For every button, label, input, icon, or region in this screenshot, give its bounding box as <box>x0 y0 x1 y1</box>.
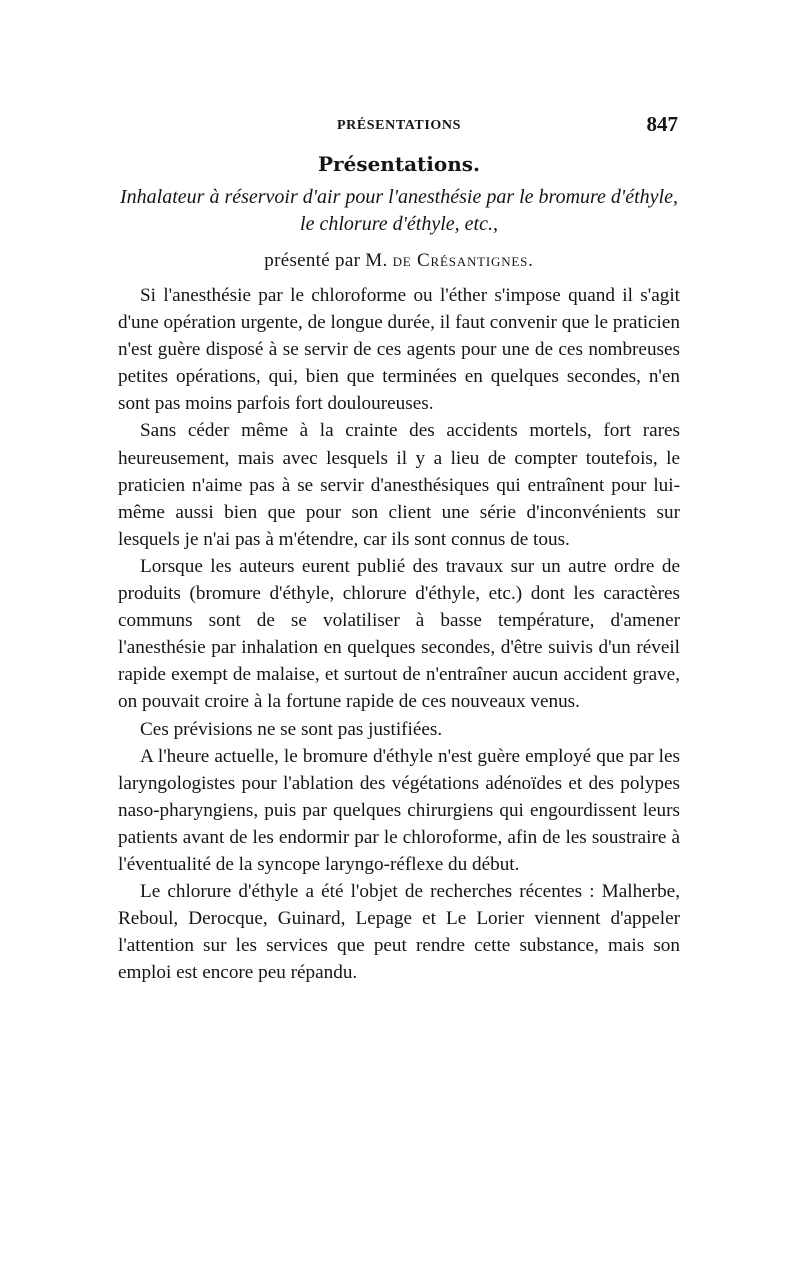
paragraph: Sans céder même à la crainte des accidents mortels, fort rares heureusement, mais avec lesquels il y a lieu de compter toutefois, le praticien n'aime pas à se servir d'anesthésiques qui entraînent pour lui-même aussi bien que pour son client une série d'inconvénients sur lesquels je n'ai pas à m'étendre, car ils sont connus de tous. <box>118 420 680 550</box>
byline <box>118 248 680 274</box>
running-head <box>118 112 680 140</box>
subtitle-line-2: le chlorure d'éthyle, etc., <box>300 213 498 235</box>
page-number: 847 <box>646 112 678 136</box>
book-page <box>118 112 680 986</box>
paragraph: Ces prévisions ne se sont pas justifiées. <box>140 718 443 740</box>
article-subtitle <box>118 184 680 238</box>
subtitle-line-1: Inhalateur à réservoir d'air pour l'anesthésie par le bromure d'éthyle, <box>120 186 678 208</box>
section-title: Présentations. <box>318 152 480 176</box>
byline-prefix: présenté par M. <box>264 250 393 271</box>
paragraph: A l'heure actuelle, le bromure d'éthyle n'est guère employé que par les laryngologistes pour l'ablation des végétations adénoïdes et des polypes naso-pharyngiens, puis par quelques chirurgiens qui engourdissent leurs patients avant de les endormir par le chloroforme, afin de les soustraire à l'éventualité de la syncope laryngo-réflexe du début. <box>118 745 680 875</box>
paragraph: Si l'anesthésie par le chloroforme ou l'éther s'impose quand il s'agit d'une opération urgente, de longue durée, il faut convenir que le praticien n'est guère disposé à se servir de ces agents pour une de ces nombreuses petites opérations, qui, bien que terminées en quelques secondes, n'en sont pas moins parfois fort douloureuses. <box>118 285 680 415</box>
paragraph: Le chlorure d'éthyle a été l'objet de recherches récentes : Malherbe, Reboul, Derocque, Guinard, Lepage et Le Lorier viennent d'appeler l'attention sur les services que peut rendre cette substance, mais son emploi est encore peu répandu. <box>118 881 680 984</box>
running-title: PRÉSENTATIONS <box>337 118 461 133</box>
paragraph: Lorsque les auteurs eurent publié des travaux sur un autre ordre de produits (bromure d'éthyle, chlorure d'éthyle, etc.) dont les caractères communs sont de se volatiliser à basse température, d'amener l'anesthésie par inhalation en quelques secondes, d'être suivis d'un réveil rapide exempt de malaise, et surtout de n'entraîner aucun accident grave, on pouvait croire à la fortune rapide de ces nouveaux venus. <box>118 555 680 713</box>
body-text <box>118 282 680 986</box>
byline-author: de Crésantignes. <box>392 250 534 271</box>
